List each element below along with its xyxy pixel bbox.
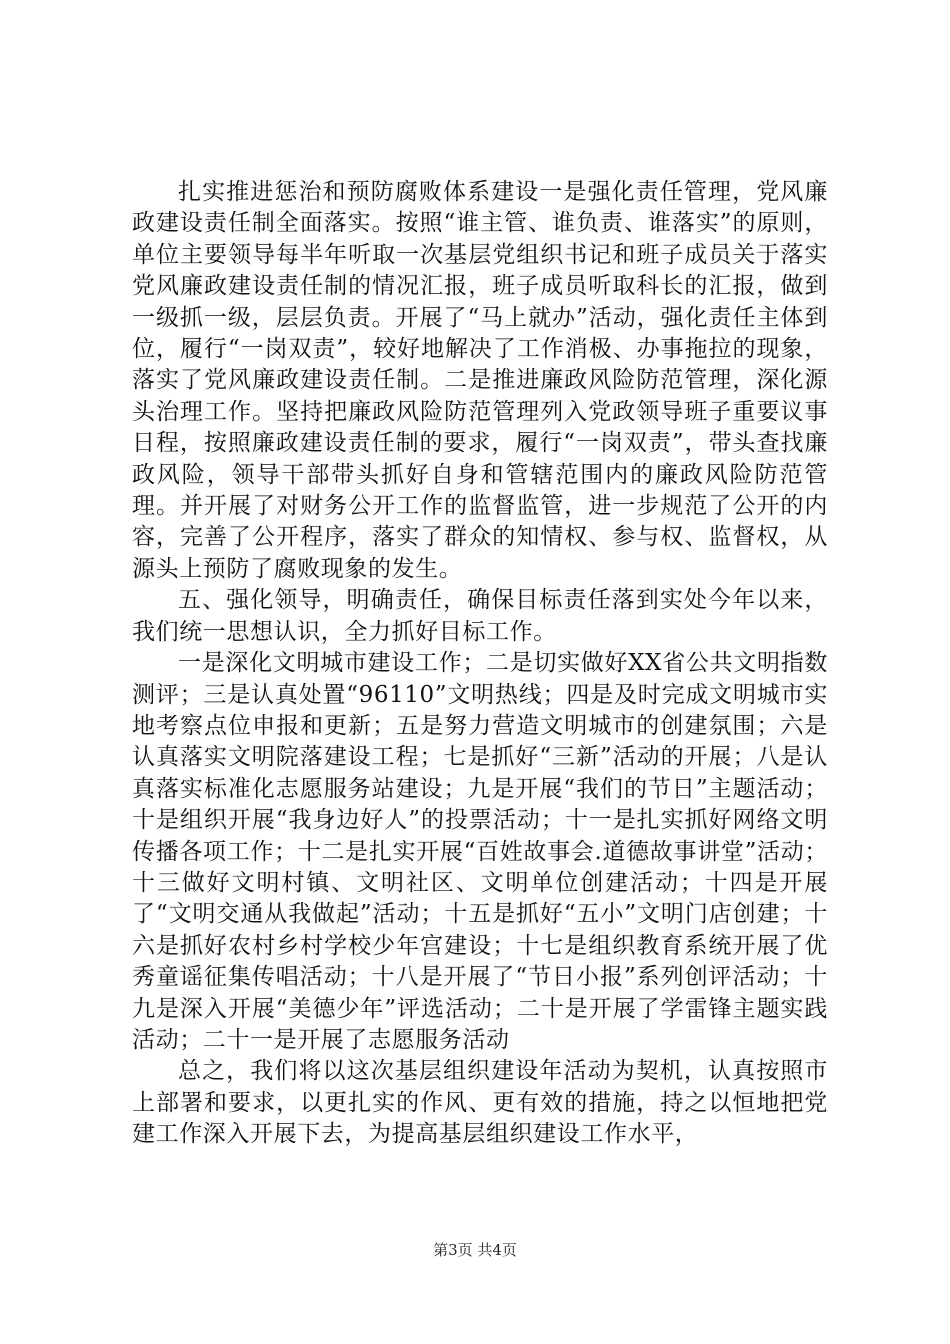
paragraph-conclusion: 总之，我们将以这次基层组织建设年活动为契机，认真按照市上部署和要求，以更扎实的作风、更有效的措施，持之以恒地把党建工作深入开展下去，为提高基层组织建设工作水平， <box>132 1058 828 1148</box>
paragraph-section-five-heading: 五、强化领导，明确责任，确保目标责任落到实处今年以来，我们统一思想认识，全力抓好目标工作。 <box>132 587 828 645</box>
paragraph-anticorruption: 扎实推进惩治和预防腐败体系建设一是强化责任管理，党风廉政建设责任制全面落实。按照“谁主管、谁负责、谁落实”的原则，单位主要领导每半年听取一次基层党组织书记和班子成员关于落实党风廉政建设责任制的情况汇报，班子成员听取科长的汇报，做到一级抓一级，层层负责。开展了“马上就办”活动，强化责任主体到位，履行“一岗双责”，较好地解决了工作消极、办事拖拉的现象，落实了党风廉政建设责任制。二是推进廉政风险防范管理，深化源头治理工作。坚持把廉政风险防范管理列入党政领导班子重要议事日程，按照廉政建设责任制的要求，履行“一岗双责”，带头查找廉政风险，领导干部带头抓好自身和管辖范围内的廉政风险防范管理。并开展了对财务公开工作的监督监管，进一步规范了公开的内容，完善了公开程序，落实了群众的知情权、参与权、监督权，从源头上预防了腐败现象的发生。 <box>132 179 828 582</box>
page-number-footer: 第3页 共4页 <box>433 1241 517 1259</box>
document-body <box>132 177 828 1151</box>
paragraph-civilization-tasks: 一是深化文明城市建设工作；二是切实做好XX省公共文明指数测评；三是认真处置“96110”文明热线；四是及时完成文明城市实地考察点位申报和更新；五是努力营造文明城市的创建氛围；六是认真落实文明院落建设工程；七是抓好“三新”活动的开展；八是认真落实标准化志愿服务站建设；九是开展“我们的节日”主题活动；十是组织开展“我身边好人”的投票活动；十一是扎实抓好网络文明传播各项工作；十二是扎实开展“百姓故事会.道德故事讲堂”活动；十三做好文明村镇、文明社区、文明单位创建活动；十四是开展了“文明交通从我做起”活动；十五是抓好“五小”文明门店创建；十六是抓好农村乡村学校少年宫建设；十七是组织教育系统开展了优秀童谣征集传唱活动；十八是开展了“节日小报”系列创评活动；十九是深入开展“美德少年”评选活动；二十是开展了学雷锋主题实践活动；二十一是开展了志愿服务活动 <box>132 650 828 1053</box>
